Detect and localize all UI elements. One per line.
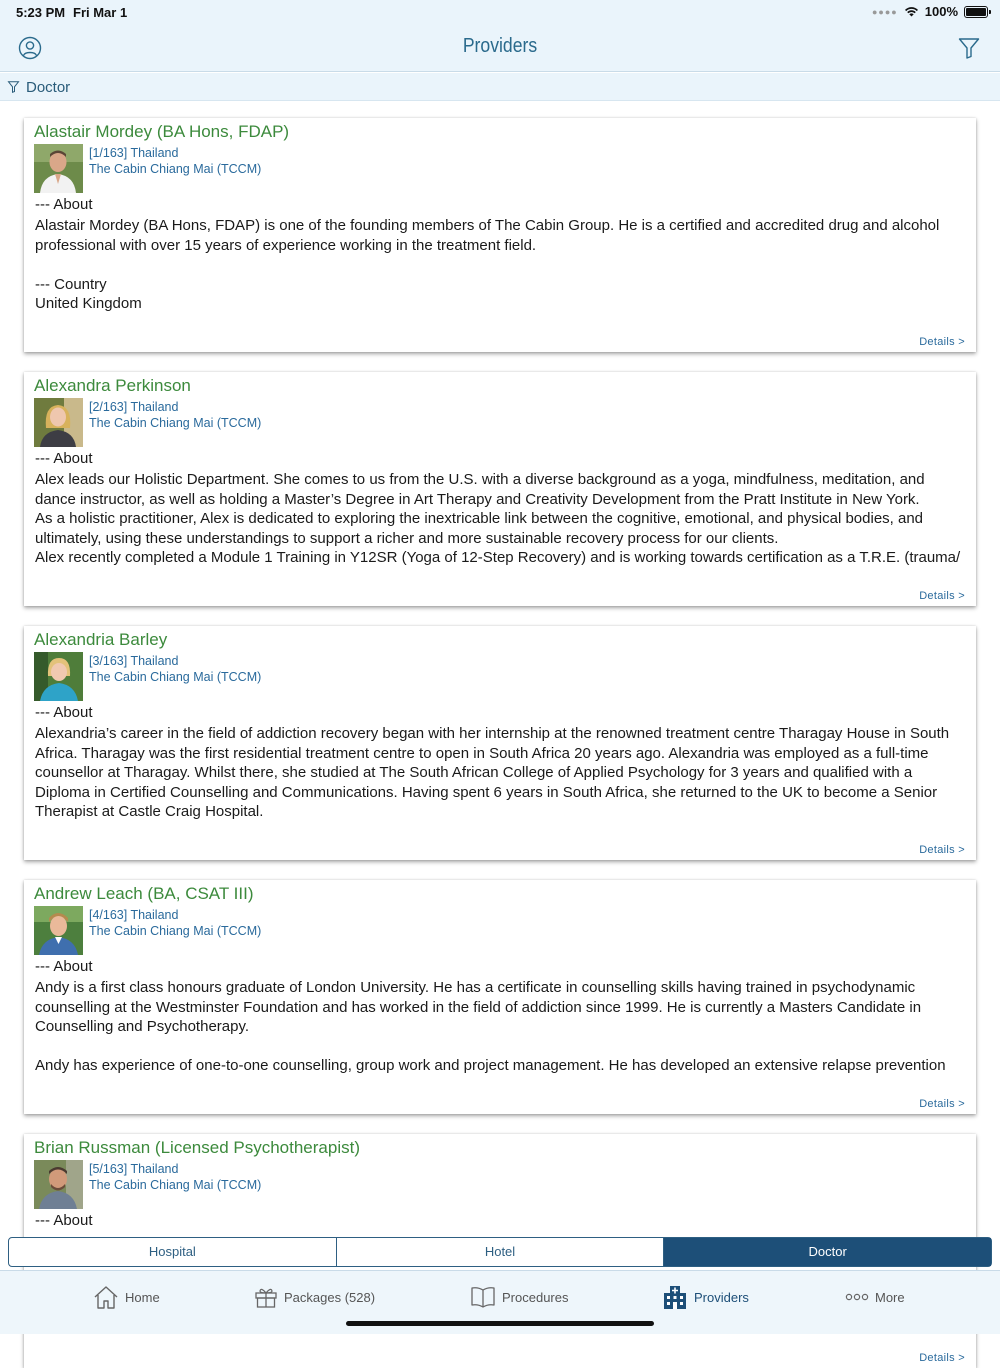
- details-link[interactable]: Details >: [919, 336, 965, 348]
- provider-clinic[interactable]: The Cabin Chiang Mai (TCCM): [89, 1178, 262, 1192]
- home-indicator[interactable]: [346, 1321, 654, 1326]
- provider-index-country: [4/163] Thailand: [89, 908, 179, 922]
- provider-photo: [34, 652, 83, 701]
- provider-index-country: [5/163] Thailand: [89, 1162, 179, 1176]
- provider-clinic[interactable]: The Cabin Chiang Mai (TCCM): [89, 924, 262, 938]
- tab-home-label: Home: [125, 1289, 160, 1305]
- tab-packages-label: Packages (528): [284, 1289, 376, 1305]
- hospital-icon: [662, 1284, 688, 1310]
- tab-procedures-label: Procedures: [502, 1289, 569, 1305]
- filter-icon[interactable]: [958, 37, 980, 59]
- provider-name[interactable]: Alexandria Barley: [34, 630, 168, 649]
- segment-doctor[interactable]: Doctor: [664, 1238, 991, 1266]
- provider-photo: [34, 906, 83, 955]
- provider-photo: [34, 1160, 83, 1209]
- segment-hospital[interactable]: Hospital: [9, 1238, 337, 1266]
- details-link[interactable]: Details >: [919, 844, 965, 856]
- battery-icon: [964, 6, 988, 18]
- tab-home[interactable]: [93, 1283, 160, 1311]
- status-bar: [0, 0, 1000, 24]
- tab-providers-label: Providers: [694, 1289, 749, 1305]
- active-filter-label: Doctor: [26, 79, 71, 96]
- provider-about-text: Andy is a first class honours graduate of London University. He has a certificate in counselling skills having trained in psychodynamic counselling at the Westminster Foundation and has worked in the field of addiction since 1999. He is currently a Masters Candidate in Counselling and Psychotherapy. Andy has experience of one-to-one counselling, group work and project management. He has developed an extensive relapse prevention: [35, 979, 946, 1075]
- battery-percent: 100%: [924, 4, 958, 19]
- wifi-icon: [904, 6, 919, 17]
- provider-card[interactable]: [24, 118, 976, 352]
- tab-packages[interactable]: [254, 1283, 375, 1311]
- details-link[interactable]: Details >: [919, 1098, 965, 1110]
- signal-icon: ●●●●: [872, 6, 898, 17]
- nav-bar: [0, 24, 1000, 72]
- tab-more-label: More: [875, 1289, 905, 1305]
- about-heading: --- About: [35, 704, 93, 721]
- filter-small-icon: [8, 81, 19, 93]
- provider-name[interactable]: Brian Russman (Licensed Psychotherapist): [34, 1138, 360, 1157]
- about-heading: --- About: [35, 1212, 93, 1229]
- page-title: Providers: [462, 35, 538, 57]
- book-icon: [470, 1285, 496, 1309]
- provider-card[interactable]: [24, 880, 976, 1114]
- provider-photo: [34, 144, 83, 193]
- status-time: 5:23 PM: [16, 5, 66, 20]
- about-heading: --- About: [35, 196, 93, 213]
- provider-name[interactable]: Alexandra Perkinson: [34, 376, 191, 395]
- gift-icon: [254, 1285, 278, 1309]
- about-heading: --- About: [35, 958, 93, 975]
- provider-photo: [34, 398, 83, 447]
- provider-name[interactable]: Andrew Leach (BA, CSAT III): [34, 884, 254, 903]
- tab-providers[interactable]: [662, 1283, 749, 1311]
- provider-name[interactable]: Alastair Mordey (BA Hons, FDAP): [34, 122, 290, 141]
- provider-card[interactable]: [24, 372, 976, 606]
- more-icon: [845, 1292, 869, 1302]
- category-segmented-control: [8, 1237, 992, 1267]
- user-profile-icon[interactable]: [18, 36, 42, 60]
- about-heading: --- About: [35, 450, 93, 467]
- details-link[interactable]: Details >: [919, 1352, 965, 1364]
- status-indicators: [872, 4, 988, 19]
- house-icon: [93, 1284, 119, 1310]
- provider-card[interactable]: [24, 626, 976, 860]
- tab-procedures[interactable]: [470, 1283, 568, 1311]
- provider-clinic[interactable]: The Cabin Chiang Mai (TCCM): [89, 416, 262, 430]
- provider-about-text: Alex leads our Holistic Department. She comes to us from the U.S. with a diverse background as a yoga, mindfulness, meditation, and dance instructor, as well as holding a Master’s Degree in Art Therapy and Creativity Development from the Pratt Institute in New York. As a holistic practitioner, Alex is dedicated to exploring the inextricable link between the cognitive, emotional, and physical bodies, and ultimately, using these understandings to support a richer and more sustainable recovery process for our clients. Alex recently completed a Module 1 Training in Y12SR (Yoga of 12-Step Recovery) and is working towards certification as a T.R.E. (trauma/: [35, 471, 961, 567]
- active-filter-bar[interactable]: [0, 73, 1000, 101]
- details-link[interactable]: Details >: [919, 590, 965, 602]
- tab-more[interactable]: [845, 1283, 905, 1311]
- segment-hotel[interactable]: Hotel: [337, 1238, 665, 1266]
- provider-about-text: Alastair Mordey (BA Hons, FDAP) is one of the founding members of The Cabin Group. He is a certified and accredited drug and alcohol professional with over 15 years of experience working in the treatment field. --- Country United Kingdom: [35, 217, 940, 313]
- provider-about-text: Alexandria’s career in the field of addiction recovery began with her internship at the renowned treatment centre Tharagay House in South Africa. Tharagay was the first residential treatment centre to open in South Africa 20 years ago. Alexandria was employed as a full-time counsellor at Tharagay. Whilst there, she studied at The South African College of Applied Psychology for 3 years and qualified with a Diploma in Certified Counselling and Communications. Having spent 6 years in South Africa, she returned to the UK to become a Senior Therapist at Castle Craig Hospital.: [35, 725, 950, 821]
- provider-index-country: [3/163] Thailand: [89, 654, 179, 668]
- status-date: Fri Mar 1: [73, 5, 128, 20]
- provider-clinic[interactable]: The Cabin Chiang Mai (TCCM): [89, 670, 262, 684]
- provider-clinic[interactable]: The Cabin Chiang Mai (TCCM): [89, 162, 262, 176]
- provider-index-country: [2/163] Thailand: [89, 400, 179, 414]
- provider-index-country: [1/163] Thailand: [89, 146, 179, 160]
